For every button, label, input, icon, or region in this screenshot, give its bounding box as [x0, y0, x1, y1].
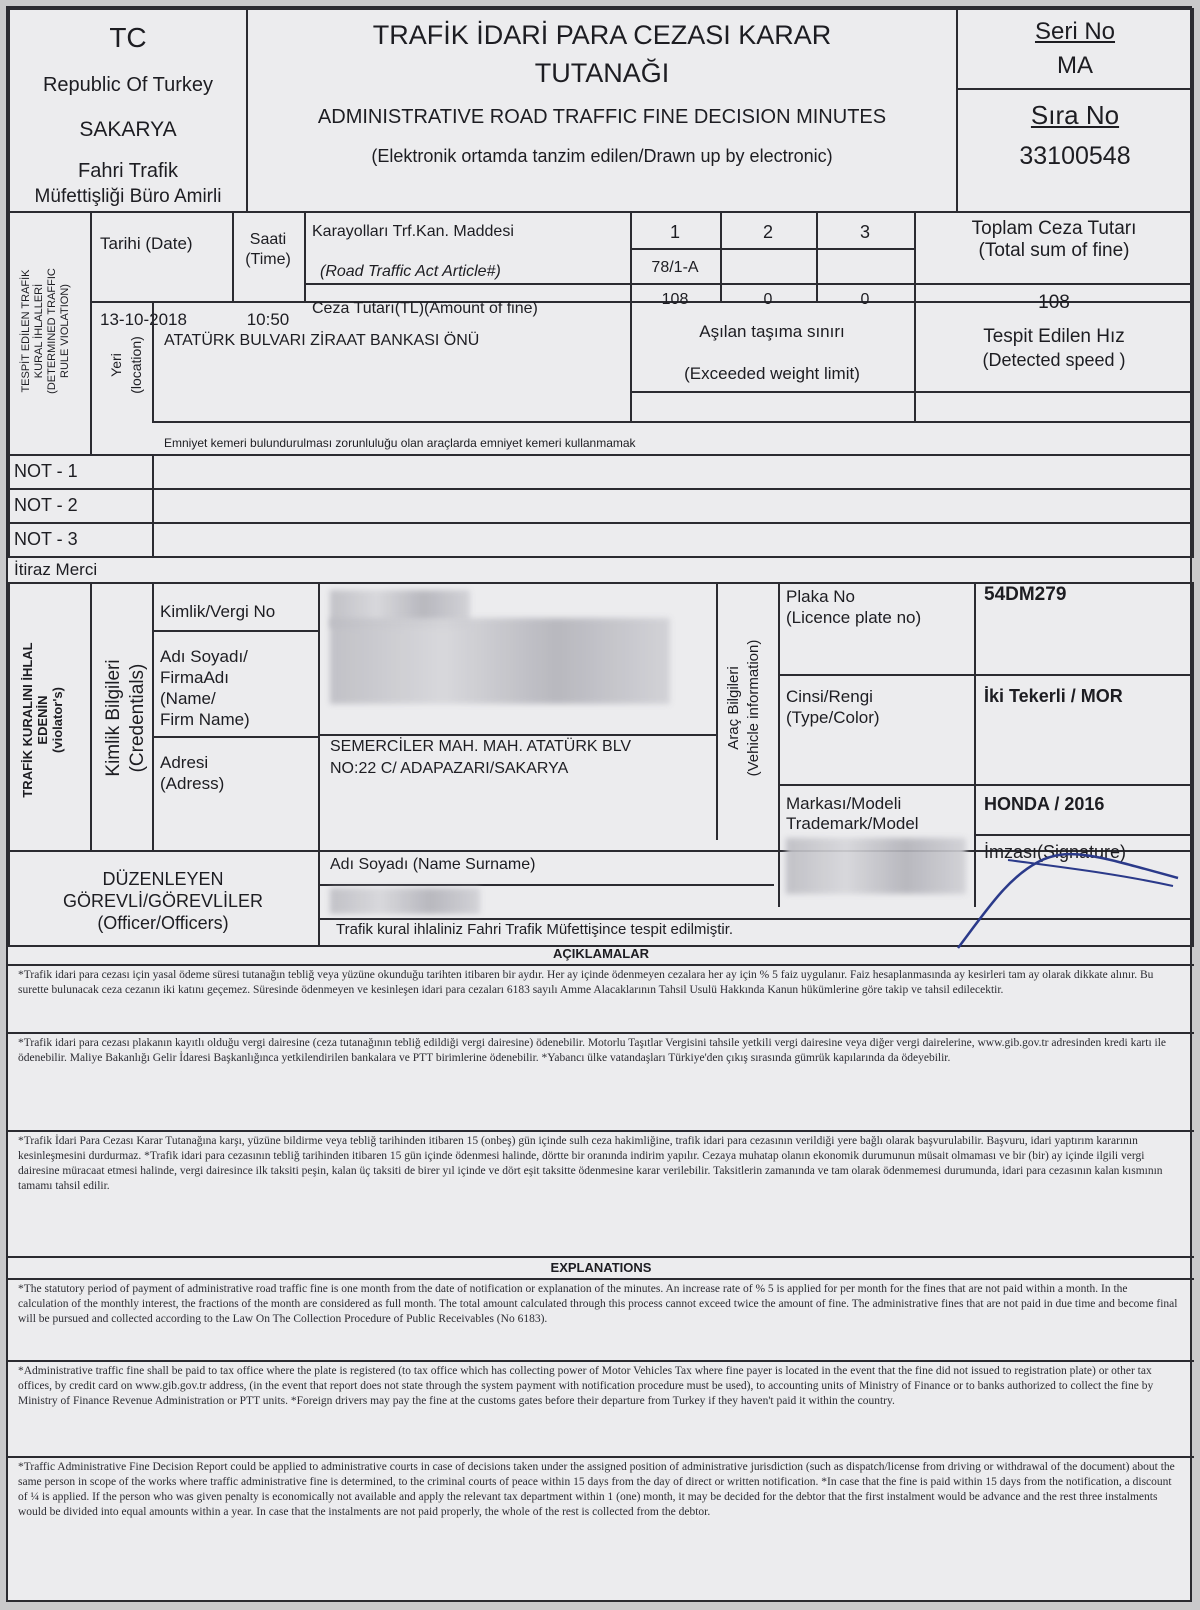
objection-authority-label: İtiraz Merci: [14, 560, 98, 579]
seri-no-value: MA: [1057, 52, 1093, 79]
document-title-line2: TUTANAĞI: [534, 58, 670, 88]
violation-description: Emniyet kemeri bulundurulması zorunluluğu olan araçlarda emniyet kemeri kullanmamak: [164, 436, 636, 450]
article-label-english: (Road Traffic Act Article#): [320, 263, 501, 280]
name-label: Adı Soyadı/ FirmaAdı (Name/ Firm Name): [160, 647, 250, 729]
country-code: TC: [109, 22, 147, 53]
officer-footer-text: Trafik kural ihlaliniz Fahri Trafik Müfettişince tespit edilmiştir.: [336, 921, 734, 938]
note-3-label: NOT - 3: [14, 529, 78, 549]
fine-decision-document: [6, 6, 1192, 1602]
detected-speed-label-english: (Detected speed ): [982, 350, 1126, 370]
explanation-en-3: *Traffic Administrative Fine Decision Report could be applied to administrative courts in case of decisions taken under the assigned position of administrative jurisdiction (such as dispatch/license from driving or withdrawal of the document) about the same person in scope of the works where traffic administrative fine is determined, to the criminal courts of peace within 15 days from the day of direct or written notification. *In case that the fine is paid within 15 days from the notification, a discount of ¼ is applied. If the person who was given penalty is economically not available and apply the relevant tax department within 1 (one) month, it may be decided for the debtor that the first instalment would be advance and the rest three instalments would be divided into equal amounts within a year. In case that the instalments are not paid properly, the whole of the rest is collected from the debtor.: [18, 1461, 1175, 1518]
brand-model-value: HONDA / 2016: [984, 794, 1105, 814]
note-2-label: NOT - 2: [14, 495, 78, 515]
sira-no-value: 33100548: [1019, 142, 1131, 170]
country-name: Republic Of Turkey: [42, 74, 214, 96]
explanations-tr-heading: AÇIKLAMALAR: [552, 946, 650, 961]
document-subtitle: (Elektronik ortamda tanzim edilen/Drawn up by electronic): [371, 146, 833, 166]
notes-section: [8, 454, 1194, 558]
type-color-label: Cinsi/Rengi (Type/Color): [786, 687, 880, 727]
office-name-line2: Müfettişliği Büro Amirli: [34, 186, 222, 207]
article-1-value: 78/1-A: [651, 259, 699, 276]
weight-limit-label: Aşılan taşıma sınırı: [699, 322, 845, 341]
redacted-officer-id: [786, 838, 966, 894]
fine-3-value: 0: [860, 291, 870, 308]
explanation-en-2: *Administrative traffic fine shall be paid to tax office where the plate is registered (to tax office which has collecting power of Motor Vehicles Tax where fine payer is located in the event that the fine did not issued to registration plate) or other tax offices, by credit card on www.gib.gov.tr address, (in the event that report does not state through the system payment with notification procedure must be used), to accounting units of Ministry of Finance or to banks authorized to collect the fine by Ministry of Finance Revenue Administration or PTT units. *Foreign drivers may pay the fine at the customs gates before their departure from Turkey if they haven't paid it within the country.: [18, 1365, 1154, 1407]
fine-amount-label: Ceza Tutarı(TL)(Amount of fine): [312, 300, 538, 317]
signature-label: İmzası(Signature): [984, 842, 1127, 862]
province-name: SAKARYA: [79, 118, 177, 141]
signature-mark: [948, 848, 1188, 958]
sira-no-label: Sıra No: [1030, 100, 1120, 130]
address-value-line1: SEMERCİLER MAH. MAH. ATATÜRK BLV: [330, 738, 632, 755]
location-value: ATATÜRK BULVARI ZİRAAT BANKASI ÖNÜ: [164, 332, 480, 349]
officer-label: DÜZENLEYEN GÖREVLİ/GÖREVLİLER (Officer/Officers): [62, 869, 264, 933]
explanation-tr-2: *Trafik idari para cezası plakanın kayıtlı olduğu vergi dairesine (ceza tutanağının tebliğ edildiği vergi dairesine) ödenebilir. Motorlu Taşıtlar Vergisini tahsile yetkili vergi dairesine veya diğer vergi dairelerine, www.gib.gov.tr adresinden kredi kartı ile ödenebilir. Maliye Bakanlığı Gelir İdaresi Başkanlığınca yetkilendirilen bankalara ve PTT birimlerine ödenebilir. *Yabancı ülke vatandaşları Türkiye'den çıkış sırasında gümrük kapılarında da ödeyebilir.: [18, 1037, 1167, 1064]
date-value: 13-10-2018: [100, 310, 187, 329]
date-label: Tarihi (Date): [100, 234, 193, 253]
article-column-3: 3: [859, 222, 870, 242]
explanation-tr-1: *Trafik idari para cezası için yasal ödeme süresi tutanağın tebliğ veya yüzüne okunduğu tarihten itibaren bir aydır. Her ay içinde ödenmeyen cezalara her ay için % 5 faiz uygulanır. Faiz hesaplanmasında ay kesirleri tam ay olarak dikkate alınır. Bu surette bulunacak ceza cezanın iki katını geçemez. Süresinde ödenmeyen ve kesinleşen idari para cezaları 6183 sayılı Amme Alacaklarının Tahsil Usulü Hakkında Kanun hükümlerine göre takip ve tahsil edilecektir.: [18, 969, 1154, 996]
article-label: Karayolları Trf.Kan. Maddesi: [312, 223, 514, 240]
address-label: Adresi (Adress): [160, 753, 225, 793]
credentials-label: Kimlik Bilgileri (Credentials): [103, 659, 148, 777]
time-label: Saati (Time): [245, 231, 291, 268]
office-name-line1: Fahri Trafik: [77, 160, 179, 182]
vehicle-info-label: Araç Bilgileri (Vehicle information): [725, 639, 762, 777]
id-tax-no-label: Kimlik/Vergi No: [160, 602, 276, 621]
document-title-line1: TRAFİK İDARİ PARA CEZASI KARAR: [372, 20, 832, 50]
explanation-en-1: *The statutory period of payment of administrative road traffic fine is one month from the date of notification or explanation of the minutes. An increase rate of % 5 is applied for per month for the fines that are not paid within a month. In the calculation of the monthly interest, the fractions of the month are considered as full month. The total amount calculated through this process cannot exceed twice the amount of fine. The administrative fines that are not paid in due time and become final will be pursued and collected according to the Law On The Collection Procedure of Public Receivables (No 6183).: [18, 1283, 1178, 1325]
redacted-name: [330, 618, 670, 704]
type-color-value: İki Tekerli / MOR: [984, 686, 1123, 706]
fine-2-value: 0: [763, 291, 773, 308]
fine-1-value: 108: [661, 291, 689, 308]
weight-limit-label-english: (Exceeded weight limit): [684, 364, 860, 383]
violator-side-label: TRAFİK KURALINI İHLAL EDENİN (violator's): [20, 642, 65, 798]
seri-no-label: Seri No: [1034, 18, 1116, 45]
explanation-tr-3: *Trafik İdari Para Cezası Karar Tutanağına karşı, yüzüne bildirme veya tebliğ tarihinden itibaren 15 (onbeş) gün içinde sulh ceza hakimliğine, trafik idari para cezasının verildiği yere bağlı olarak başvurulabilir. Başvuru, idari yaptırım kararının kesinleşmesini durdurmaz. *Trafik idari para cezasının tebliğ tarihinden itibaren 15 gün içinde ödenmesi halinde, dörtte bir oranında indirim yapılır. Cezaya muhatap olanın ekonomik durumunun müsait olmaması ve bir (bir) ay içinde ilgili vergi dairesine müracaat etmesi halinde, vergi dairesince ilk taksiti peşin, kalan üç taksiti de birer yıl içinde ve dört eşit taksitte ödenmesine karar verilebilir. Taksitlerin zamanında ve tam olarak ödenmemesi durumunda, idari para cezasının kalan kısmının tamamı tahsil edilir.: [18, 1135, 1163, 1192]
plate-label: Plaka No (Licence plate no): [786, 587, 922, 627]
note-1-label: NOT - 1: [14, 461, 78, 481]
address-value-line2: NO:22 C/ ADAPAZARI/SAKARYA: [330, 760, 569, 777]
plate-value: 54DM279: [984, 584, 1067, 605]
explanations-en-heading: EXPLANATIONS: [550, 1260, 652, 1275]
time-value: 10:50: [246, 310, 290, 329]
brand-model-label: Markası/Modeli Trademark/Model: [786, 794, 919, 833]
detected-speed-label: Tespit Edilen Hız: [983, 326, 1125, 347]
redacted-officer-name: [330, 888, 480, 914]
officer-name-label: Adı Soyadı (Name Surname): [330, 856, 536, 873]
total-fine-value: 108: [1038, 292, 1070, 313]
violation-side-label: TESPİT EDİLEN TRAFİK KURAL İHLALLERİ (DETERMINED TRAFFIC RULE VIOLATION): [20, 268, 71, 394]
article-column-2: 2: [762, 222, 773, 242]
total-fine-label: Toplam Ceza Tutarı (Total sum of fine): [971, 218, 1137, 261]
location-label: Yeri (location): [108, 336, 144, 394]
article-column-1: 1: [669, 222, 680, 242]
document-title-english: ADMINISTRATIVE ROAD TRAFFIC FINE DECISION MINUTES: [317, 106, 887, 128]
